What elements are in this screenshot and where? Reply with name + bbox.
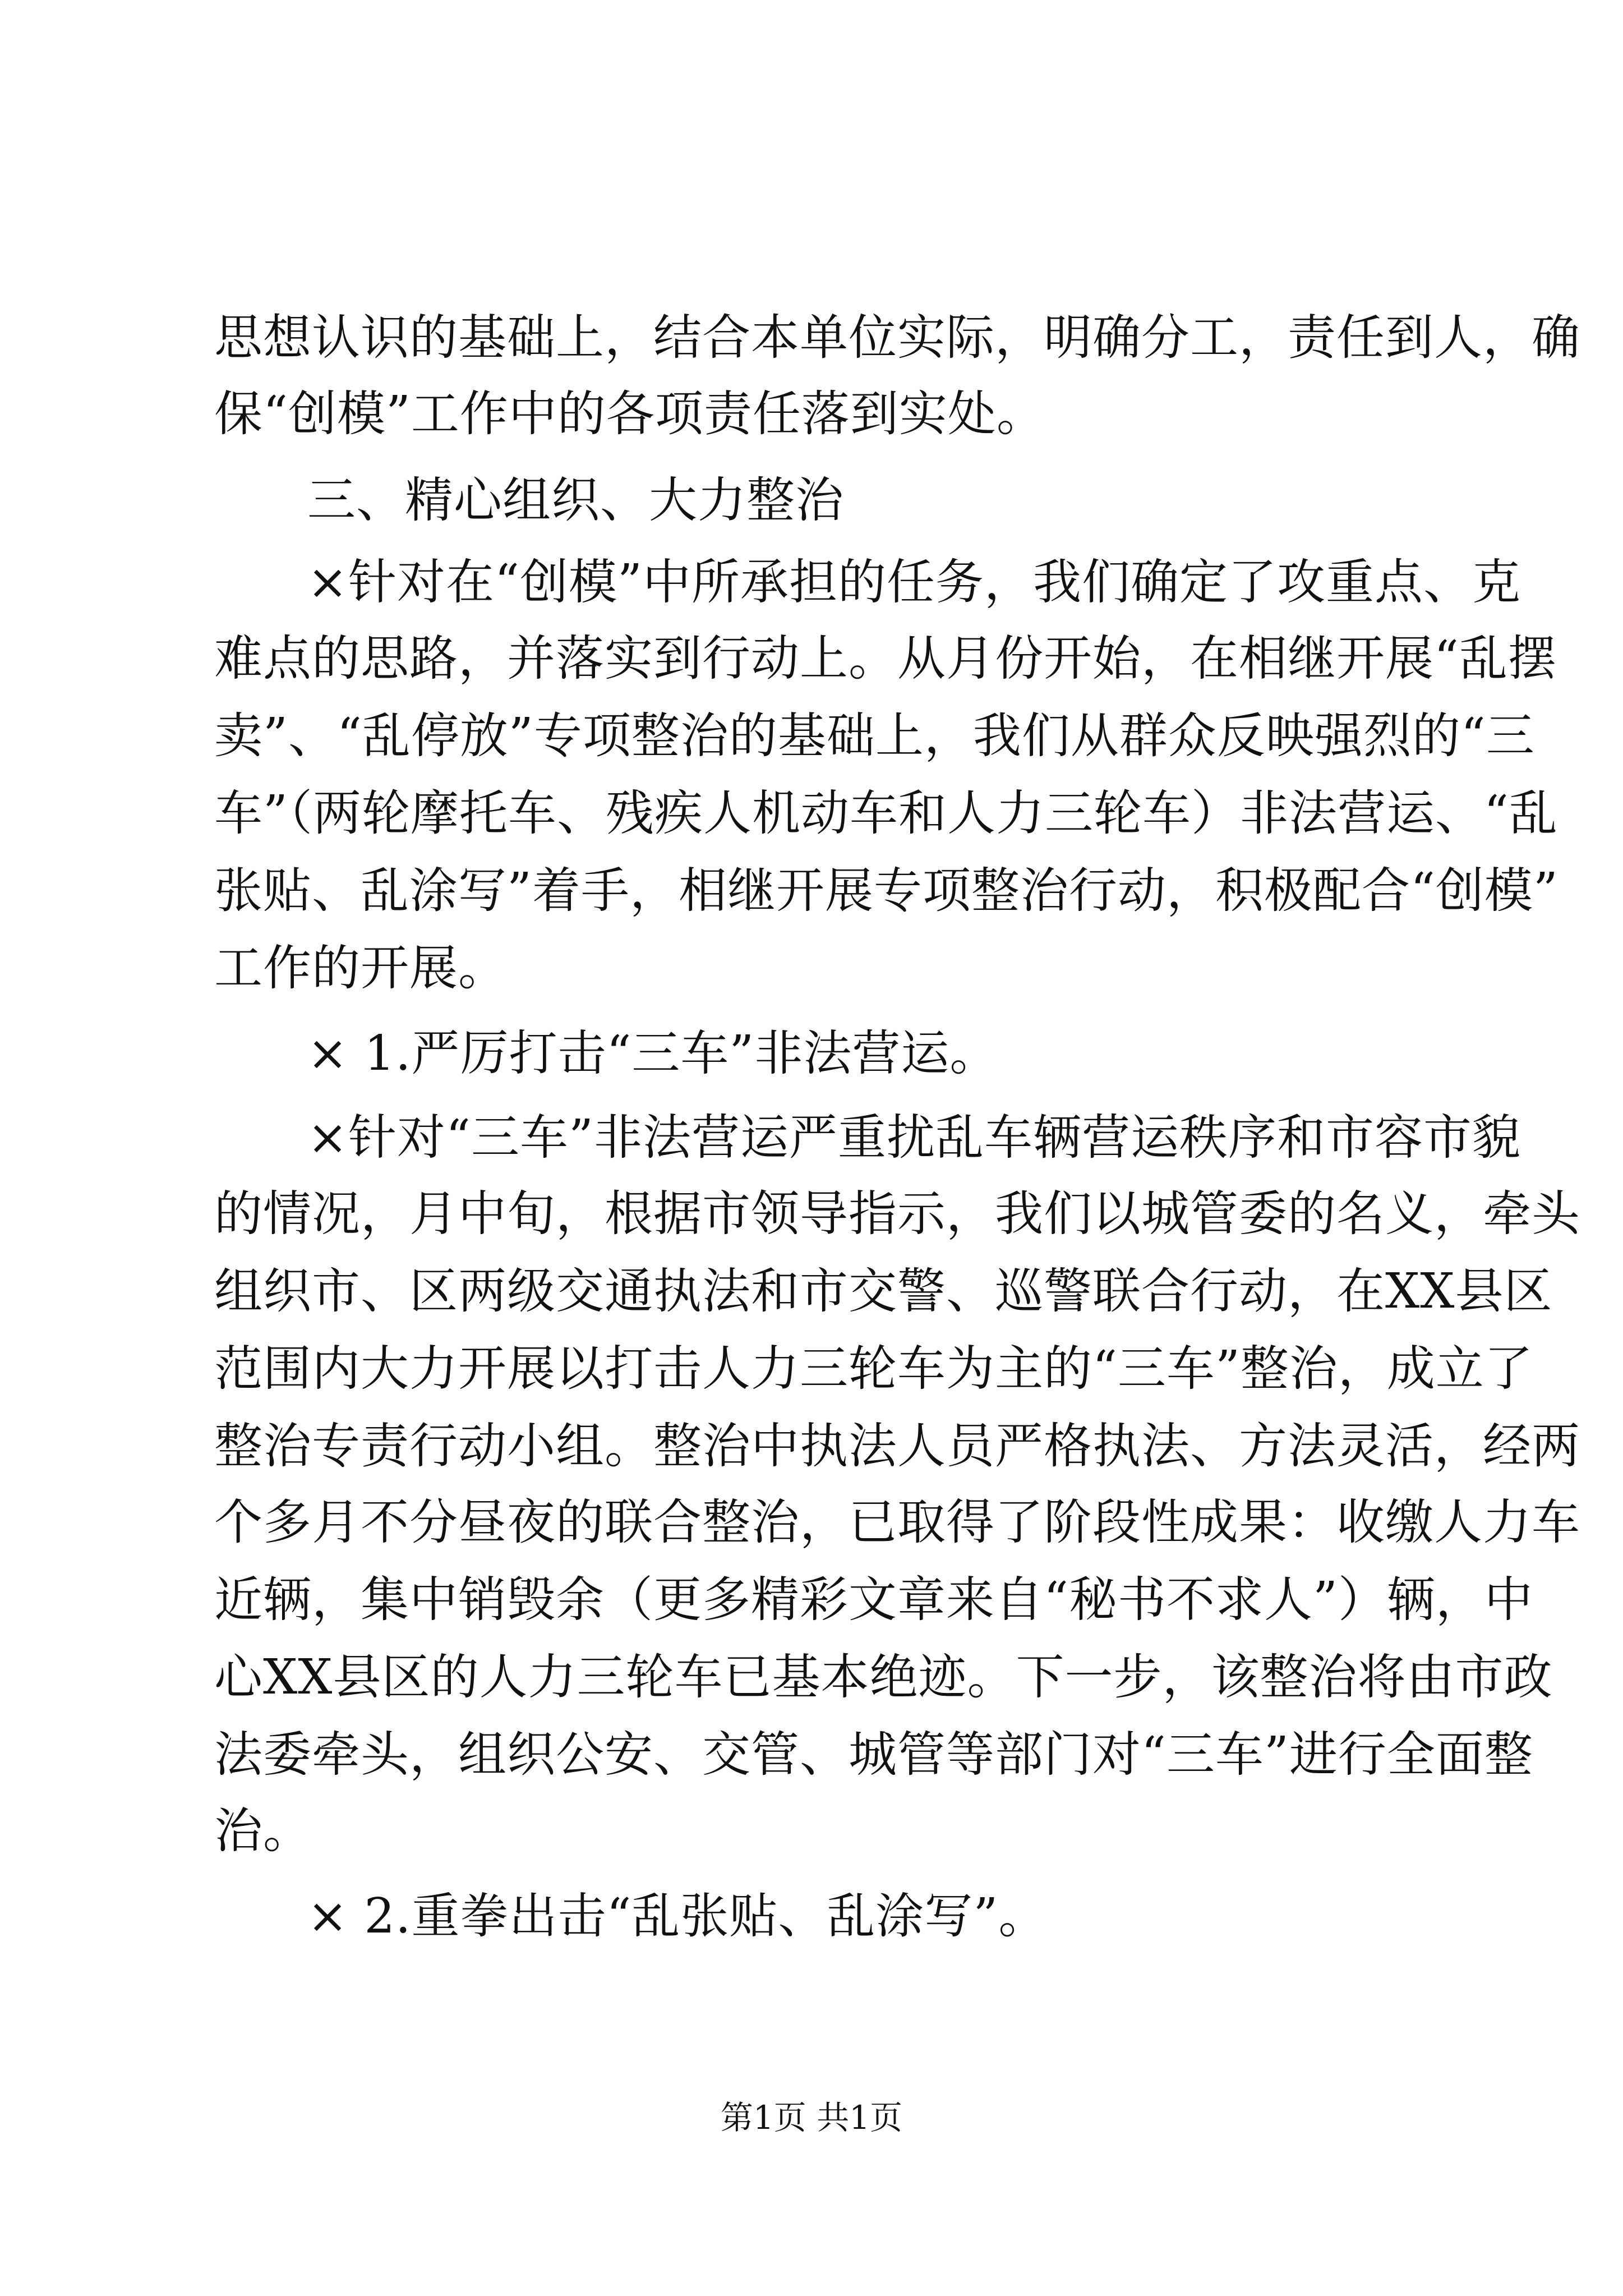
body-text-line: 治。 <box>214 1803 312 1859</box>
body-text-line: 法委牵头，组织公安、交管、城管等部门对“三车”进行全面整 <box>214 1727 1533 1783</box>
body-text-line: 的情况，月中旬，根据市领导指示，我们以城管委的名义，牵头 <box>214 1186 1580 1242</box>
body-text-line: 卖”、“乱停放”专项整治的基础上，我们从群众反映强烈的“三 <box>214 708 1535 764</box>
subsection-heading: × 1.严厉打击“三车”非法营运。 <box>307 1025 999 1082</box>
body-text-line: 个多月不分昼夜的联合整治，已取得了阶段性成果：收缴人力车 <box>214 1494 1580 1550</box>
body-text-line: 近辆，集中销毁余（更多精彩文章来自“秘书不求人”）辆，中 <box>214 1572 1533 1628</box>
body-text-line: 保“创模”工作中的各项责任落到实处。 <box>214 386 1045 442</box>
body-text-line: 思想认识的基础上，结合本单位实际，明确分工，责任到人，确 <box>214 310 1580 366</box>
page-number-footer: 第1页 共1页 <box>720 2099 903 2137</box>
body-text-line: 整治专责行动小组。整治中执法人员严格执法、方法灵活，经两 <box>214 1418 1580 1474</box>
body-text-line: 难点的思路，并落实到行动上。从月份开始，在相继开展“乱摆 <box>214 631 1557 687</box>
section-heading: 三、精心组织、大力整治 <box>307 472 844 528</box>
subsection-heading: × 2.重拳出击“乱张贴、乱涂写”。 <box>307 1888 1048 1944</box>
body-text-line: ×针对在“创模”中所承担的任务，我们确定了攻重点、克 <box>307 554 1521 610</box>
body-text-line: 心XX县区的人力三轮车已基本绝迹。下一步，该整治将由市政 <box>214 1649 1553 1705</box>
body-text-line: ×针对“三车”非法营运严重扰乱车辆营运秩序和市容市貌 <box>307 1110 1521 1166</box>
body-text-line: 车”（两轮摩托车、残疾人机动车和人力三轮车）非法营运、“乱 <box>214 785 1558 841</box>
body-text-line: 组织市、区两级交通执法和市交警、巡警联合行动，在XX县区 <box>214 1263 1553 1319</box>
body-text-line: 范围内大力开展以打击人力三轮车为主的“三车”整治，成立了 <box>214 1341 1533 1397</box>
body-text-line: 张贴、乱涂写”着手，相继开展专项整治行动，积极配合“创模” <box>214 863 1559 919</box>
body-text-line: 工作的开展。 <box>214 940 507 996</box>
